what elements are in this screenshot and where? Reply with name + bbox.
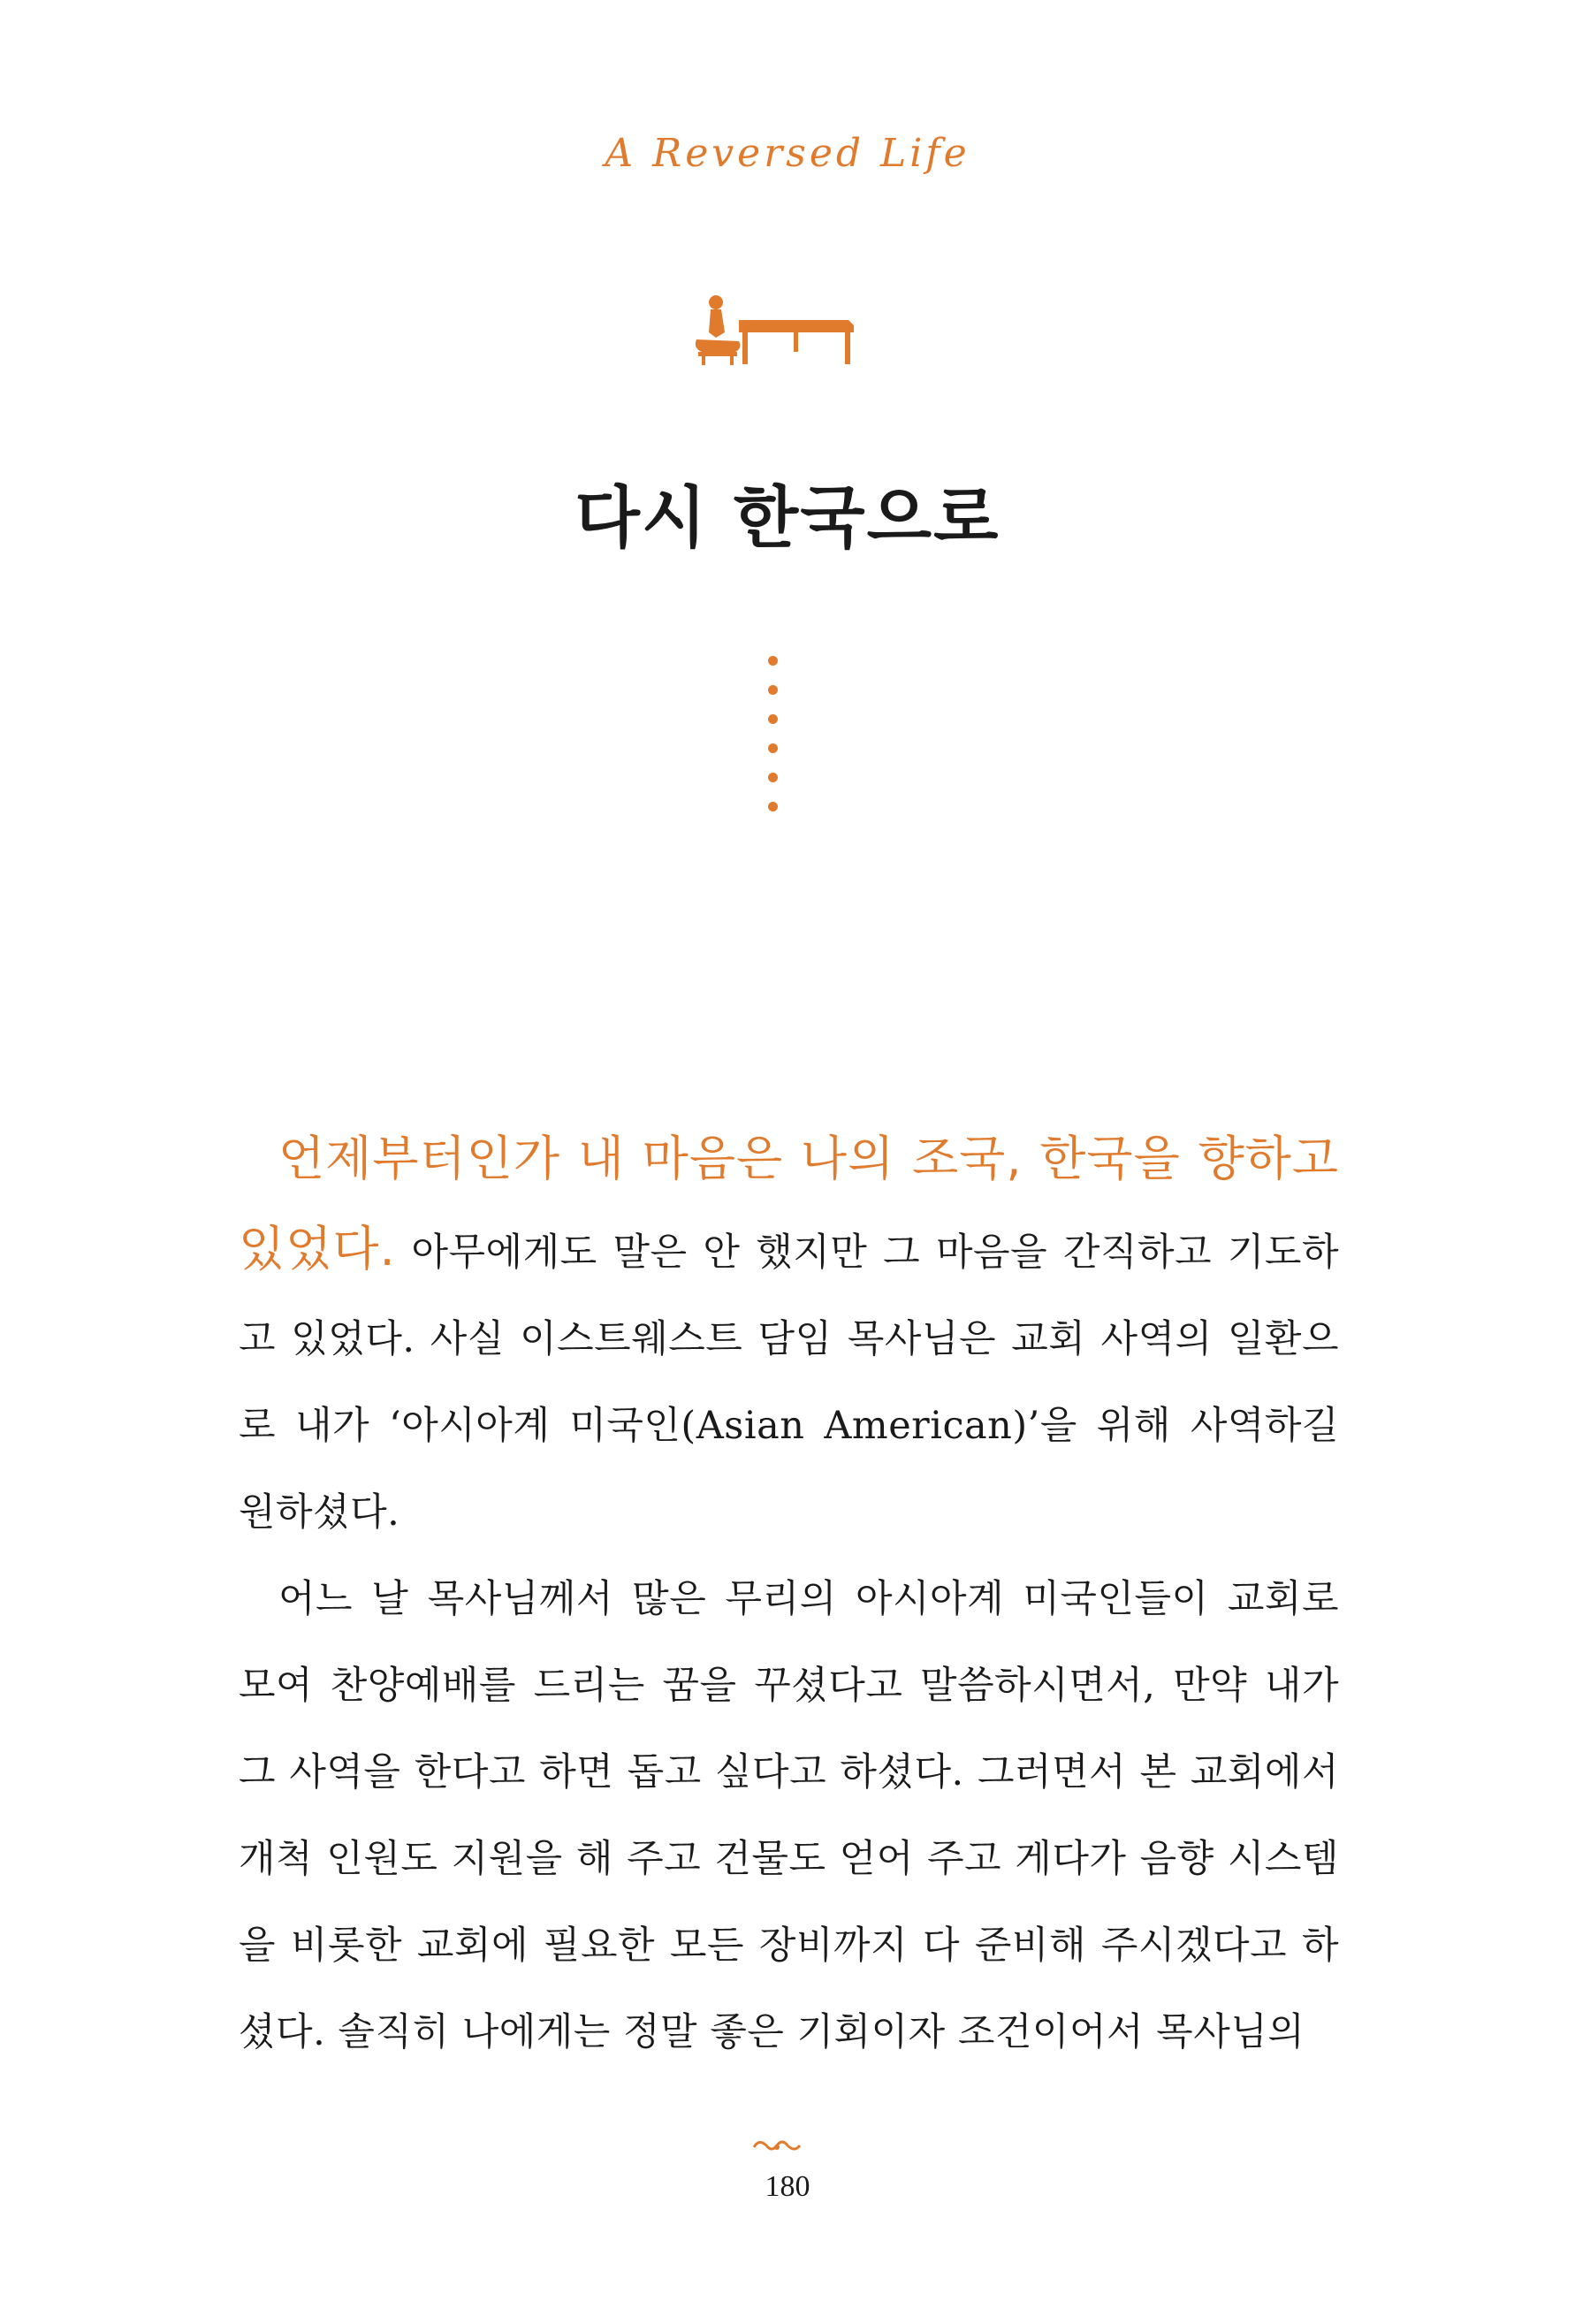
divider-dot bbox=[768, 714, 778, 724]
paragraph-1 bbox=[239, 1116, 1339, 1556]
page-number: 180 bbox=[765, 2170, 810, 2203]
flourish-ornament-icon bbox=[750, 2137, 803, 2156]
dotted-divider bbox=[768, 656, 780, 831]
paragraph-1-rest: 아무에게도 말은 안 했지만 그 마음을 간직하고 기도하고 있었다. 사실 이스트웨스트 담임 목사님은 교회 사역의 일환으로 내가 ‘아시아계 미국인(Asian American)’을 위해 사역하길 원하셨다. bbox=[239, 1231, 1339, 1535]
body-text bbox=[239, 1116, 1339, 2076]
divider-dot bbox=[768, 685, 778, 695]
lead-sentence: 언제부터인가 내 마음은 나의 조국, 한국을 향하고 있었다. bbox=[239, 1131, 1339, 1276]
paragraph-2: 어느 날 목사님께서 많은 무리의 아시아계 미국인들이 교회로 모여 찬양예배를 드리는 꿈을 꾸셨다고 말씀하시면서, 만약 내가 그 사역을 한다고 하면 돕고 싶다고 하셨다. 그러면서 본 교회에서 개척 인원도 지원을 해 주고 건물도 얻어 주고 게다가 음향 시스템을 비롯한 교회에 필요한 모든 장비까지 다 준비해 주시겠다고 하셨다. 솔직히 나에게는 정말 좋은 기회이자 조건이어서 목사님의 bbox=[239, 1577, 1339, 2054]
divider-dot bbox=[768, 802, 778, 811]
chapter-title: 다시 한국으로 bbox=[574, 478, 1001, 557]
grand-piano-icon bbox=[689, 293, 857, 369]
divider-dot bbox=[768, 773, 778, 782]
divider-dot bbox=[768, 743, 778, 753]
running-header: A Reversed Life bbox=[605, 131, 970, 176]
divider-dot bbox=[768, 656, 778, 666]
